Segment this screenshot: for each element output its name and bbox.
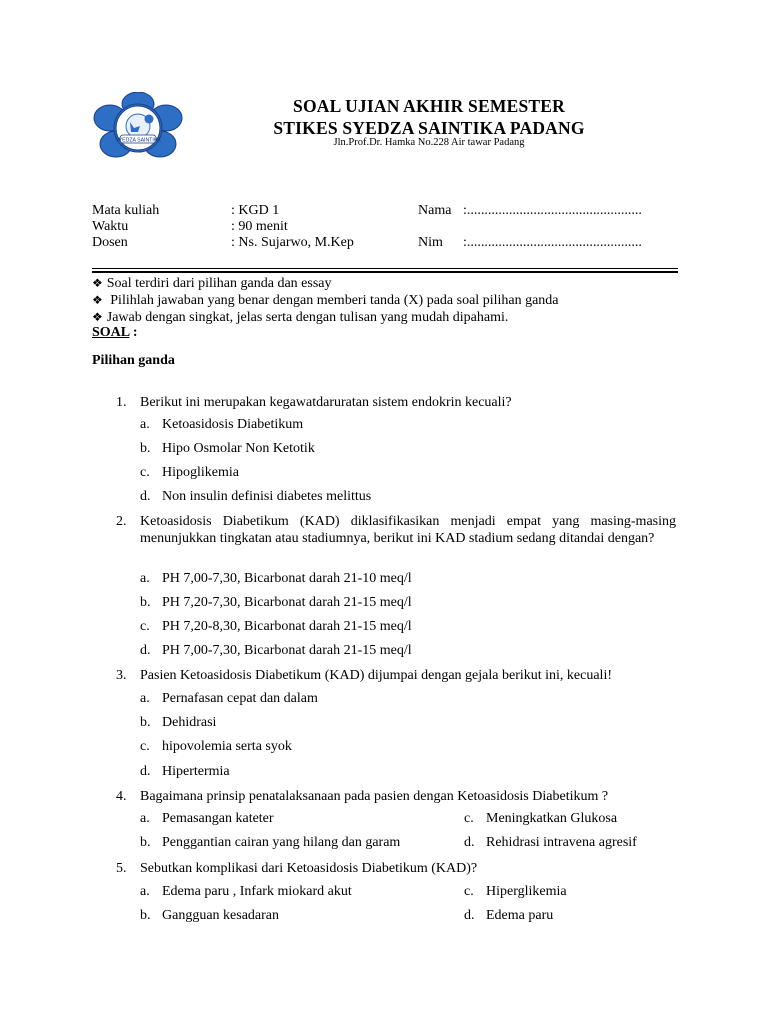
option: a. Pernafasan cepat dan dalam	[140, 691, 318, 706]
matakuliah-label: Mata kuliah	[92, 203, 160, 218]
instruction-item: ❖ Jawab dengan singkat, jelas serta dengan tulisan yang mudah dipahami.	[92, 310, 509, 325]
option: d. PH 7,00-7,30, Bicarbonat darah 21-15 meq/l	[140, 643, 412, 658]
option: b. PH 7,20-7,30, Bicarbonat darah 21-15 meq/l	[140, 595, 412, 610]
option: c. Hipoglikemia	[140, 465, 239, 480]
diamond-bullet-icon: ❖	[92, 310, 103, 324]
diamond-bullet-icon: ❖	[92, 276, 103, 290]
dosen-value: : Ns. Sujarwo, M.Kep	[231, 235, 354, 250]
option: b. Penggantian cairan yang hilang dan garam	[140, 835, 401, 850]
instruction-item: ❖ Soal terdiri dari pilihan ganda dan essay	[92, 276, 332, 291]
option: b. Dehidrasi	[140, 715, 217, 730]
nama-label: Nama	[418, 203, 452, 218]
option: a. PH 7,00-7,30, Bicarbonat darah 21-10 meq/l	[140, 571, 412, 586]
option: b. Hipo Osmolar Non Ketotik	[140, 441, 315, 456]
option: a. Pemasangan kateter	[140, 811, 274, 826]
question-5: 5. Sebutkan komplikasi dari Ketoasidosis Diabetikum (KAD)?	[116, 861, 478, 876]
nim-field: :..................................................	[463, 235, 642, 250]
question-1: 1. Berikut ini merupakan kegawatdaruratan sistem endokrin kecuali?	[116, 395, 512, 410]
question-3: 3. Pasien Ketoasidosis Diabetikum (KAD) dijumpai dengan gejala berikut ini, kecuali!	[116, 668, 612, 683]
matakuliah-value: : KGD 1	[231, 203, 280, 218]
instruction-item: ❖ Pilihlah jawaban yang benar dengan memberi tanda (X) pada soal pilihan ganda	[92, 293, 559, 308]
institution-address: Jln.Prof.Dr. Hamka No.228 Air tawar Padang	[333, 137, 525, 148]
header-divider-thick	[92, 271, 678, 273]
nim-label: Nim	[418, 235, 443, 250]
option: d. Edema paru	[464, 908, 554, 923]
exam-title: SOAL UJIAN AKHIR SEMESTER	[293, 96, 565, 116]
option: d. Non insulin definisi diabetes melittus	[140, 489, 372, 504]
header-divider	[92, 268, 678, 269]
option: a. Ketoasidosis Diabetikum	[140, 417, 304, 432]
option: d. Rehidrasi intravena agresif	[464, 835, 637, 850]
option: c. hipovolemia serta syok	[140, 739, 292, 754]
waktu-label: Waktu	[92, 219, 129, 234]
soal-heading: SOAL :	[92, 325, 138, 340]
waktu-value: : 90 menit	[231, 219, 288, 234]
logo-text: SYEDZA SAINTIKA	[115, 137, 161, 144]
section-title: Pilihan ganda	[92, 353, 175, 368]
dosen-label: Dosen	[92, 235, 128, 250]
diamond-bullet-icon: ❖	[92, 293, 103, 307]
option: a. Edema paru , Infark miokard akut	[140, 884, 352, 899]
question-2: 2. Ketoasidosis Diabetikum (KAD) diklasifikasikan menjadi empat yang masing-masing menunjukkan tingkatan atau stadiumnya, berikut ini KAD stadium sedang ditandai dengan?	[116, 514, 676, 546]
option: d. Hipertermia	[140, 764, 230, 779]
institution-title: STIKES SYEDZA SAINTIKA PADANG	[273, 118, 585, 138]
option: b. Gangguan kesadaran	[140, 908, 280, 923]
nama-field: :..................................................	[463, 203, 642, 218]
option: c. Meningkatkan Glukosa	[464, 811, 618, 826]
question-4: 4. Bagaimana prinsip penatalaksanaan pada pasien dengan Ketoasidosis Diabetikum ?	[116, 789, 609, 804]
option: c. Hiperglikemia	[464, 884, 567, 899]
option: c. PH 7,20-8,30, Bicarbonat darah 21-15 meq/l	[140, 619, 412, 634]
